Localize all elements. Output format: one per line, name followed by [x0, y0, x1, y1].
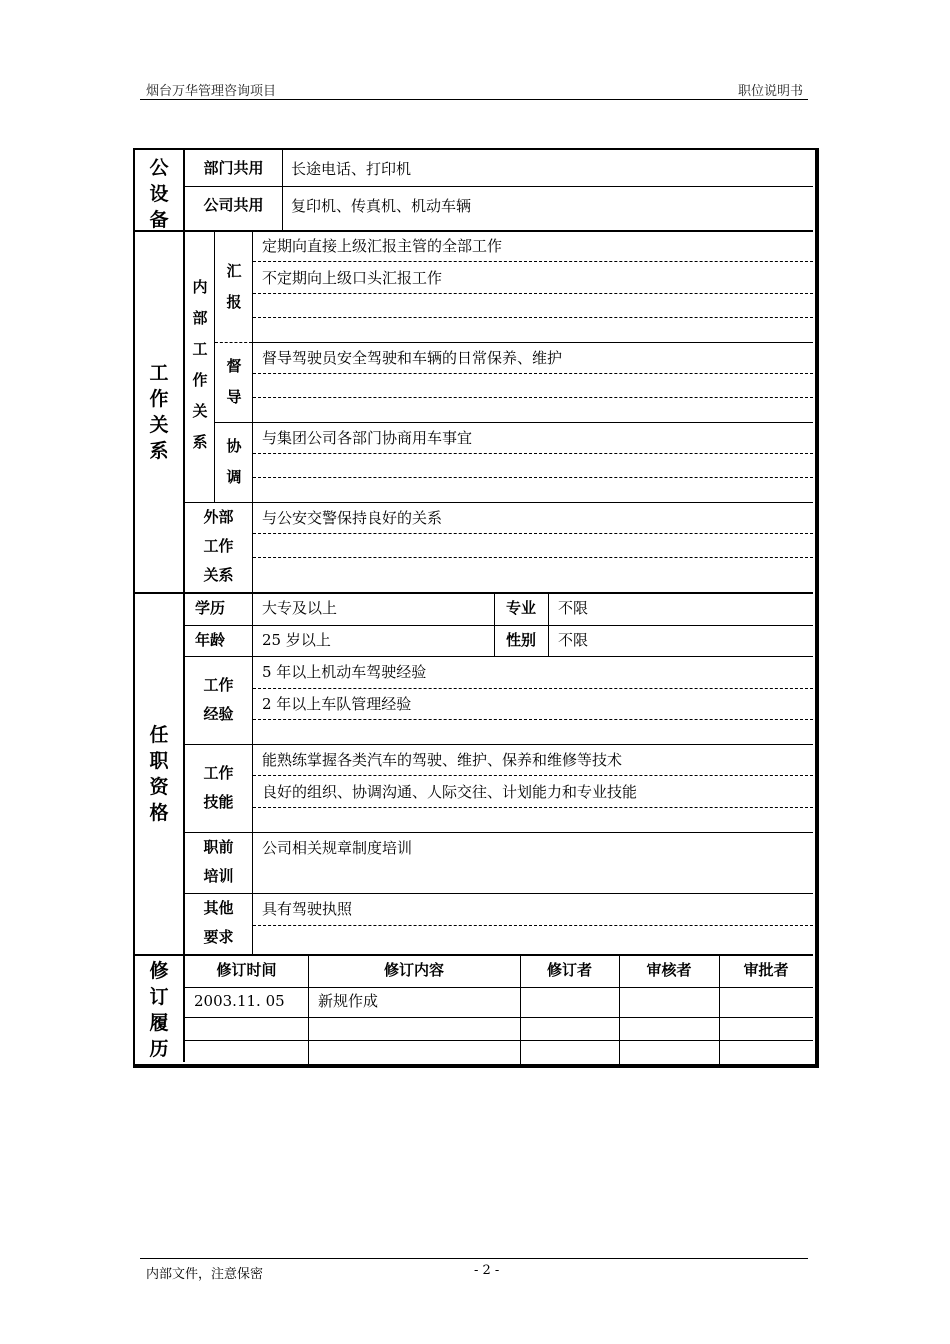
- footer-rule: [140, 1258, 808, 1259]
- coordinate-item-1: 与集团公司各部门协商用车事宜: [262, 429, 473, 447]
- confidential-note: 内部文件，注意保密: [146, 1267, 264, 1282]
- company-shared-value: 复印机、传真机、机动车辆: [291, 197, 472, 215]
- training-value: 公司相关规章制度培训: [262, 839, 413, 857]
- revision-col-time: 修订时间: [216, 961, 277, 979]
- document-type: 职位说明书: [738, 84, 804, 99]
- education-value: 大专及以上: [262, 599, 338, 617]
- revision-col-approver: 审批者: [743, 961, 789, 979]
- gender-label: 性别: [505, 631, 536, 649]
- supervise-item-1: 督导驾驶员安全驾驶和车辆的日常保养、维护: [262, 349, 563, 367]
- education-label: 学历: [194, 599, 225, 617]
- section-equipment-label: 公设备: [149, 157, 169, 231]
- gender-value: 不限: [558, 631, 589, 649]
- major-label: 专业: [505, 599, 536, 617]
- experience-item-2: 2 年以上车队管理经验: [262, 695, 412, 713]
- section-revision-label: 修订履历: [149, 960, 169, 1060]
- major-value: 不限: [558, 599, 589, 617]
- section-relations-label: 工作关系: [149, 362, 169, 462]
- age-value: 25 岁以上: [262, 631, 331, 649]
- skills-item-2: 良好的组织、协调沟通、人际交往、计划能力和专业技能: [262, 783, 638, 801]
- company-shared-label: 公司共用: [203, 196, 264, 214]
- page-number: - 2 -: [474, 1263, 500, 1278]
- other-requirements-label: 其他要求: [203, 899, 234, 946]
- revision-col-reviser: 修订者: [546, 961, 592, 979]
- report-item-2: 不定期向上级口头汇报工作: [262, 269, 443, 287]
- section-qualifications-label: 任职资格: [149, 724, 169, 824]
- skills-label: 工作技能: [203, 764, 234, 811]
- experience-item-1: 5 年以上机动车驾驶经验: [262, 663, 427, 681]
- revision-row-1-time: 2003.11. 05: [194, 992, 285, 1010]
- external-relations-label: 外部工作关系: [203, 508, 234, 584]
- dept-shared-value: 长途电话、打印机: [291, 160, 412, 178]
- revision-col-reviewer: 审核者: [646, 961, 692, 979]
- header-rule: [140, 99, 808, 100]
- revision-row-1-content: 新规作成: [318, 992, 379, 1010]
- supervise-label: 督导: [226, 357, 242, 406]
- dept-shared-label: 部门共用: [203, 159, 264, 177]
- coordinate-label: 协调: [226, 437, 242, 486]
- training-label: 职前培训: [203, 838, 234, 885]
- external-item-1: 与公安交警保持良好的关系: [262, 509, 443, 527]
- report-label: 汇报: [226, 262, 242, 311]
- experience-label: 工作经验: [203, 676, 234, 723]
- skills-item-1: 能熟练掌握各类汽车的驾驶、维护、保养和维修等技术: [262, 751, 623, 769]
- revision-col-content: 修订内容: [383, 961, 444, 979]
- other-requirements-value: 具有驾驶执照: [262, 900, 353, 918]
- project-name: 烟台万华管理咨询项目: [146, 84, 277, 99]
- internal-relations-label: 内部工作关系: [192, 278, 208, 451]
- report-item-1: 定期向直接上级汇报主管的全部工作: [262, 237, 503, 255]
- age-label: 年龄: [194, 631, 225, 649]
